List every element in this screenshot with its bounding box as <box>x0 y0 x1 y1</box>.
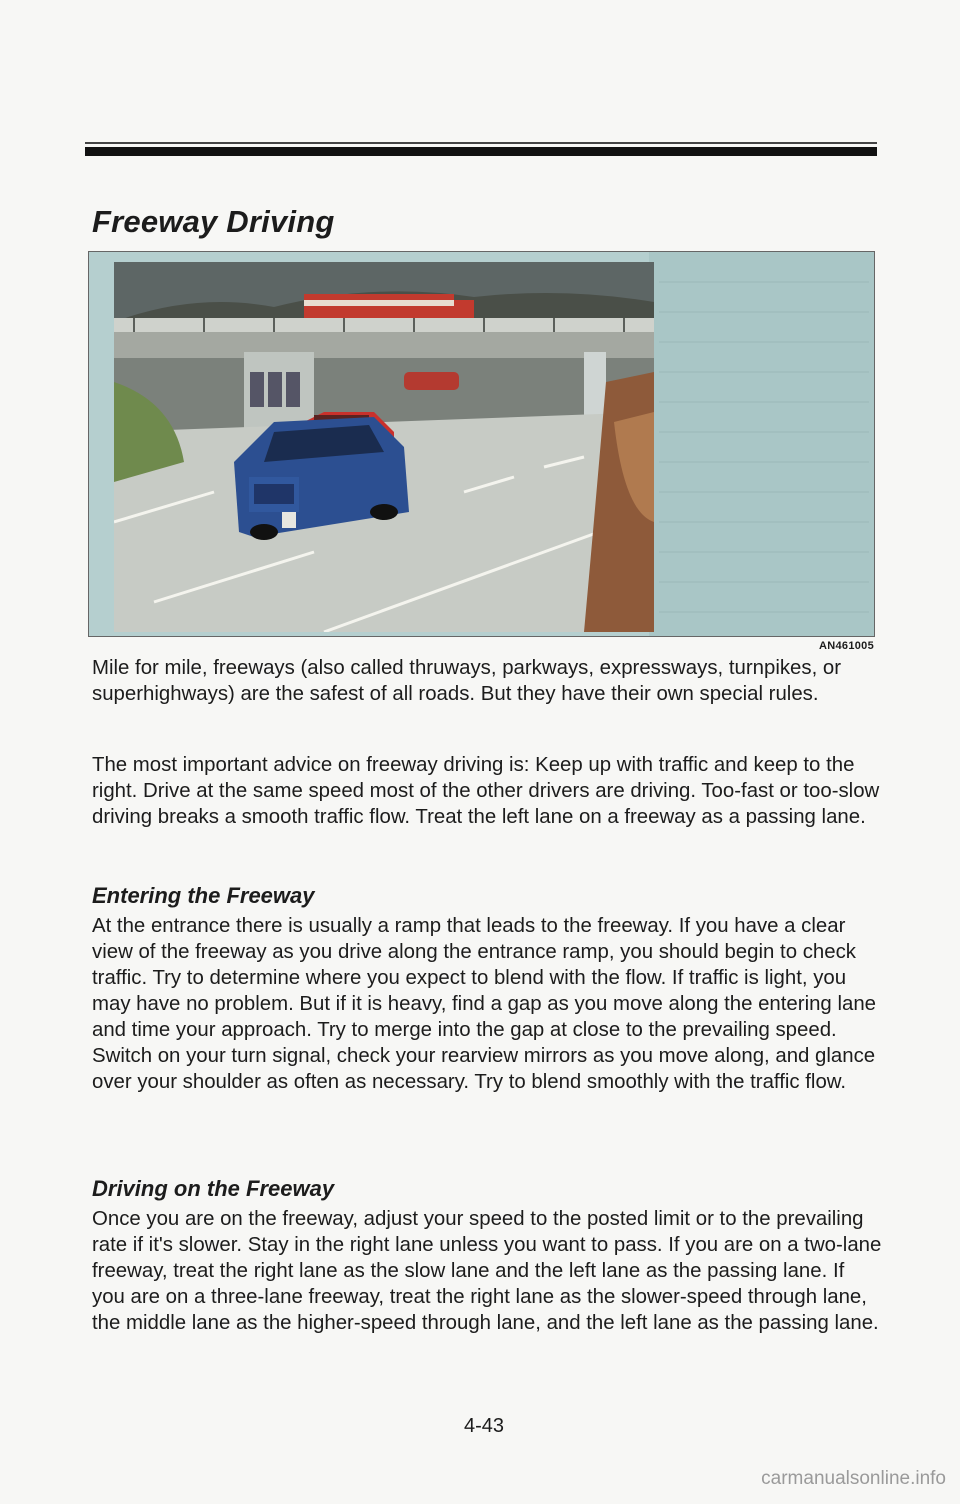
freeway-overpass-illustration <box>114 262 654 632</box>
intro-paragraph-2: The most important advice on freeway driving is: Keep up with traffic and keep to the right. Drive at the same speed most of the other drivers are driving. Too-fast or too-slow driving breaks a smooth traffic flow. Treat the left lane on a freeway as a passing lane. <box>92 754 880 828</box>
header-rule-thin <box>85 142 877 144</box>
figure-code: AN461005 <box>819 640 874 652</box>
entering-paragraph: At the entrance there is usually a ramp that leads to the freeway. If you have a clear view of the freeway as you drive along the entrance ramp, you should begin to check traffic. Try to determine where you expect to blend with the flow. If traffic is light, you may have no problem. But if it is heavy, find a gap as you move along the entering lane and time your approach. Try to merge into the gap at close to the prevailing speed. Switch on your turn signal, check your rearview mirrors as you move along, and glance over your shoulder as often as necessary. Try to blend smoothly with the traffic flow. <box>92 915 876 1093</box>
driving-heading: Driving on the Freeway <box>92 1176 335 1201</box>
driving-paragraph: Once you are on the freeway, adjust your speed to the posted limit or to the prevailing rate if it's slower. Stay in the right lane unless you want to pass. If you are on a two-lane freeway, treat the right lane as the slow lane and the left lane as the passing lane. If you are on a three-lane freeway, treat the right lane as the slower-speed through lane, the middle lane as the higher-speed through lane, and the left lane as the passing lane. <box>92 1208 882 1334</box>
section-title: Freeway Driving <box>92 203 335 239</box>
intro-paragraph-1: Mile for mile, freeways (also called thruways, parkways, expressways, turnpikes, or superhighways) are the safest of all roads. But they have their own special rules. <box>92 657 842 705</box>
header-rule <box>85 147 877 156</box>
entering-heading: Entering the Freeway <box>92 883 315 908</box>
watermark: carmanualsonline.info <box>761 1468 946 1489</box>
page-number: 4-43 <box>464 1415 505 1437</box>
figure-frame <box>88 251 875 637</box>
